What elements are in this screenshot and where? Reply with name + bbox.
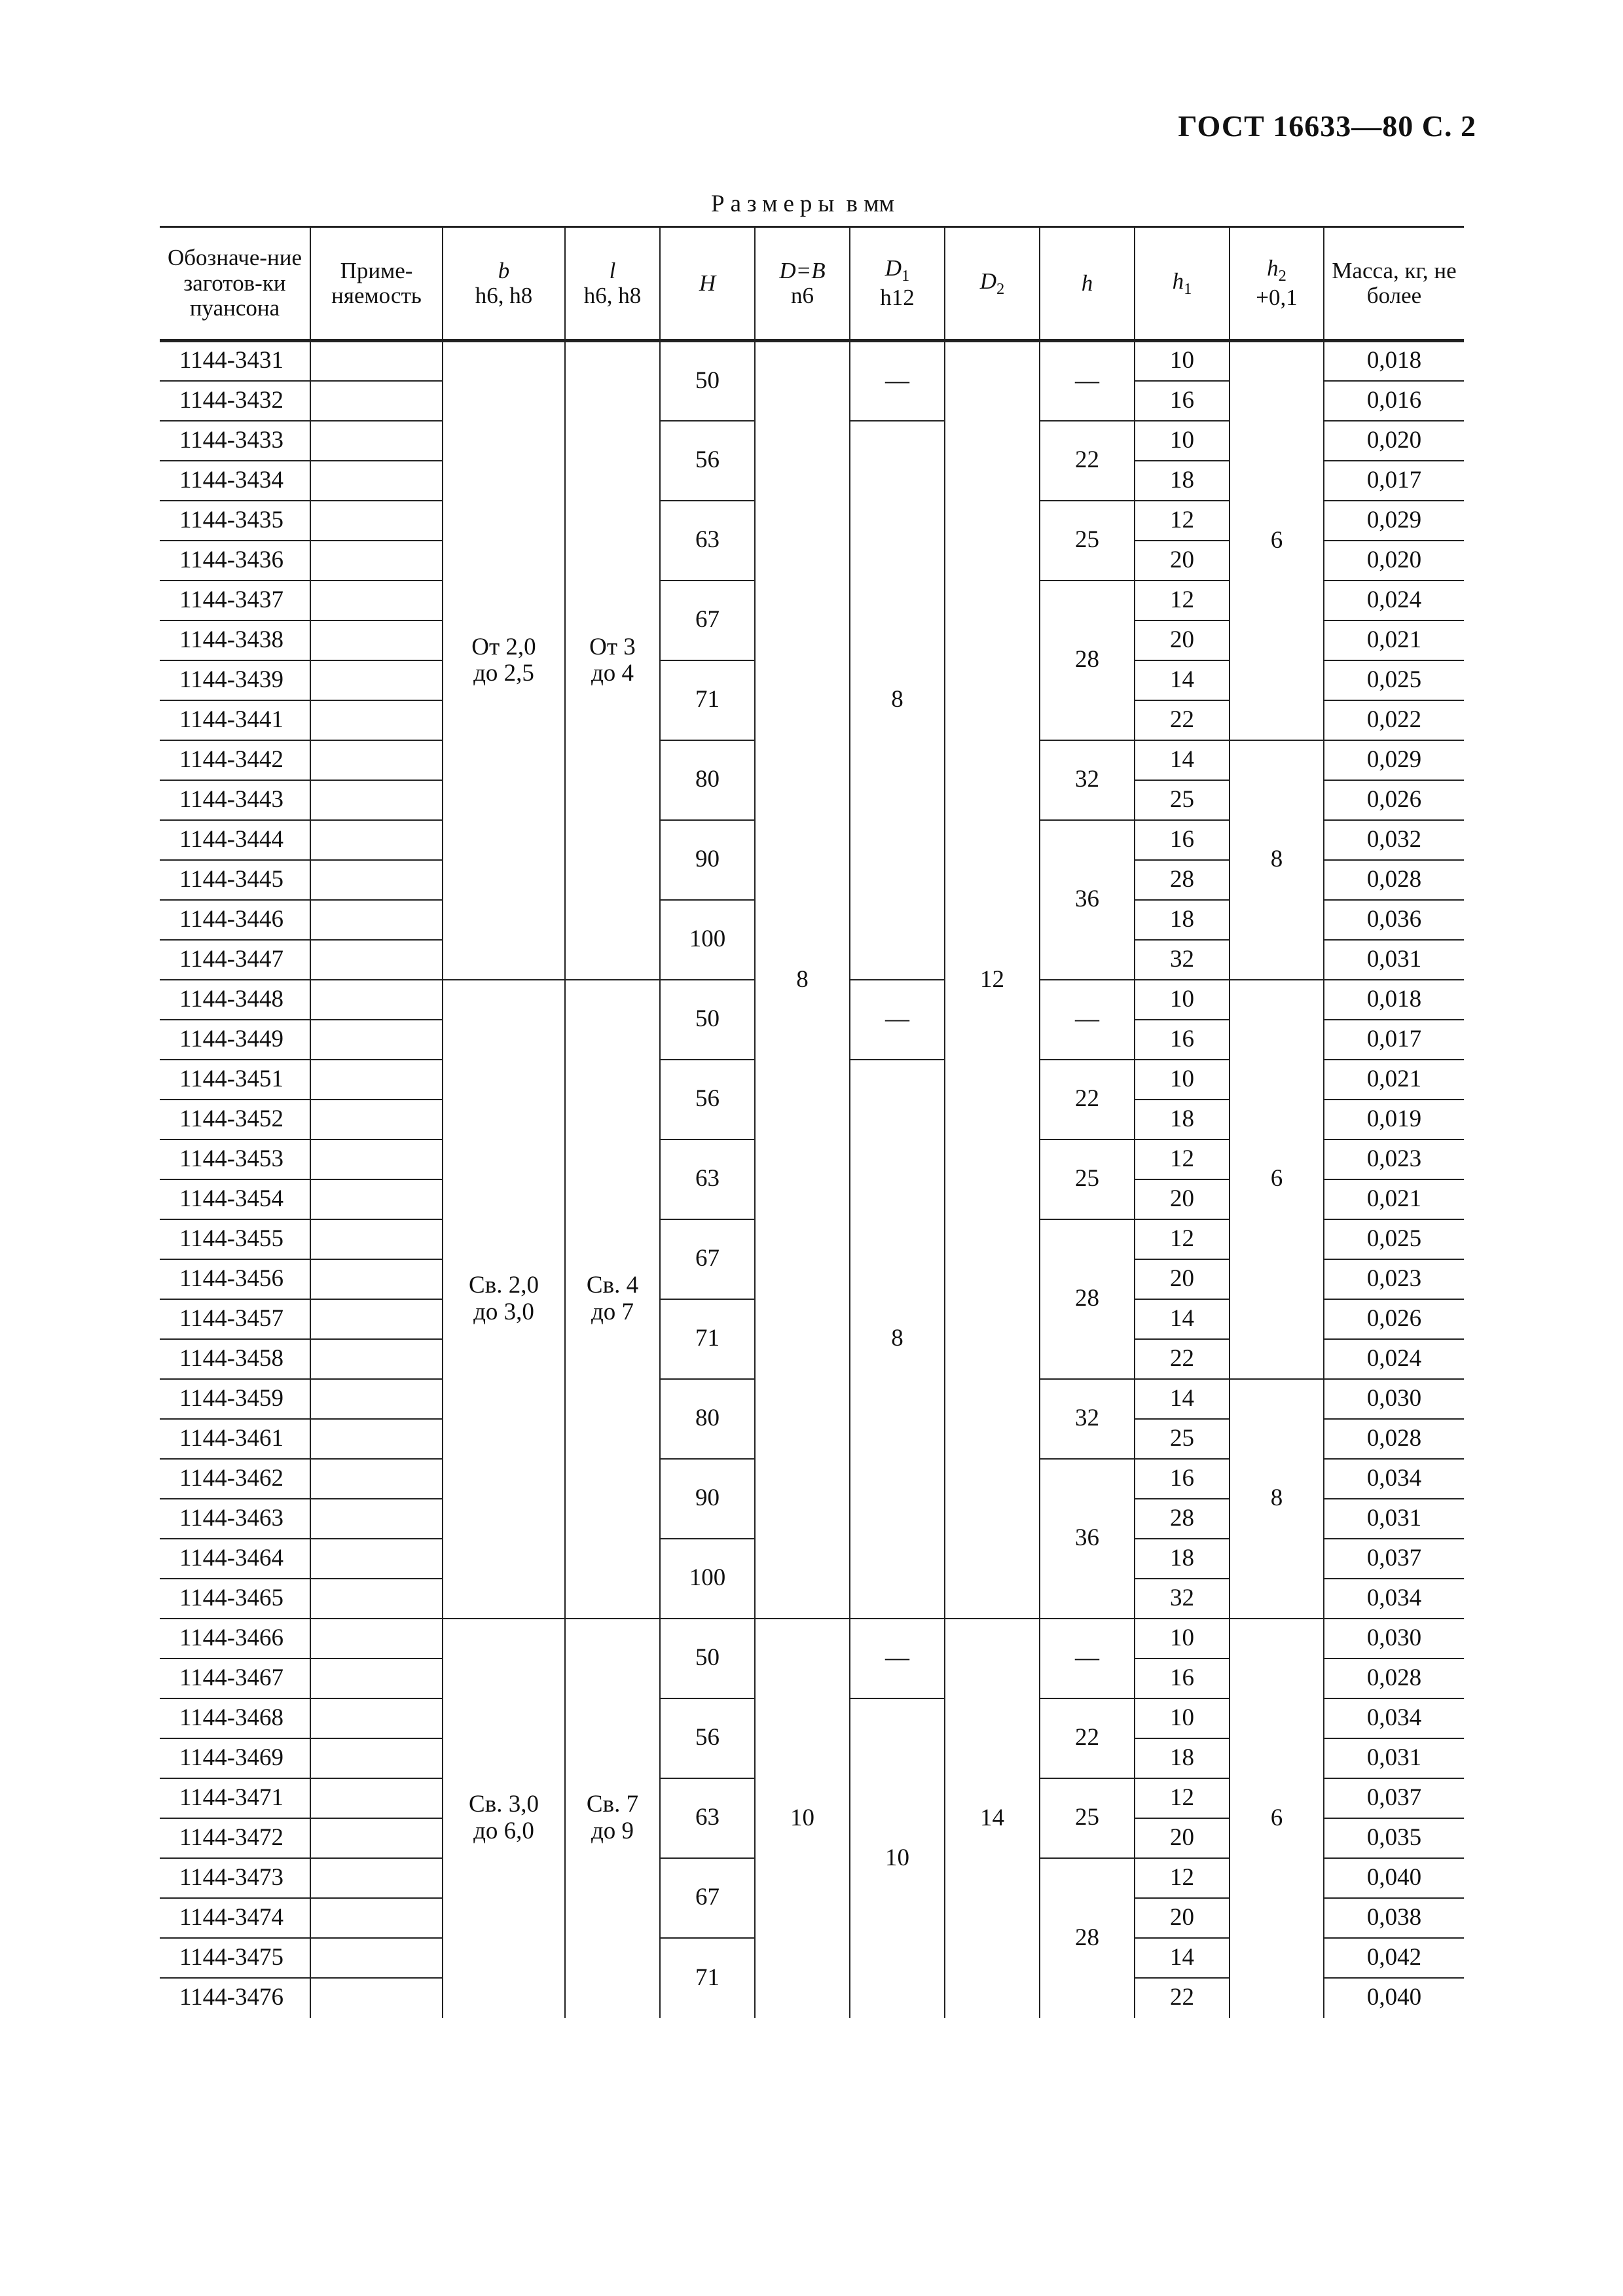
designation-cell: 1144-3442: [160, 740, 310, 780]
designation-cell: 1144-3443: [160, 780, 310, 820]
b-range-line: до 3,0: [473, 1298, 534, 1325]
H-cell: 90: [660, 820, 755, 900]
D1-cell: 8: [850, 421, 945, 980]
applicability-cell: [310, 700, 443, 740]
H-cell: 50: [660, 980, 755, 1060]
applicability-cell: [310, 1339, 443, 1379]
h2-cell: 6: [1230, 980, 1324, 1379]
designation-cell: 1144-3447: [160, 940, 310, 980]
designation-cell: 1144-3437: [160, 581, 310, 620]
h-cell: 28: [1040, 1858, 1135, 2018]
applicability-cell: [310, 1179, 443, 1219]
h1-cell: 10: [1135, 1698, 1230, 1738]
mass-cell: 0,024: [1324, 1339, 1464, 1379]
header-D1: $D_1$ h12: [850, 227, 945, 341]
H-cell: 71: [660, 660, 755, 740]
l-range-line: до 7: [591, 1298, 634, 1325]
H-cell: 50: [660, 1619, 755, 1698]
header-applicability: Приме-няемость: [310, 227, 443, 341]
H-cell: 71: [660, 1938, 755, 2018]
h2-cell: 8: [1230, 740, 1324, 980]
h1-cell: 18: [1135, 1100, 1230, 1139]
applicability-cell: [310, 341, 443, 381]
designation-cell: 1144-3444: [160, 820, 310, 860]
h-cell: —: [1040, 980, 1135, 1060]
h1-cell: 14: [1135, 660, 1230, 700]
b-range-line: до 2,5: [473, 660, 534, 687]
h-cell: 25: [1040, 1139, 1135, 1219]
mass-cell: 0,032: [1324, 820, 1464, 860]
applicability-cell: [310, 1698, 443, 1738]
h1-cell: 25: [1135, 1419, 1230, 1459]
h1-cell: 18: [1135, 900, 1230, 940]
h1-cell: 12: [1135, 581, 1230, 620]
designation-cell: 1144-3465: [160, 1579, 310, 1619]
h2-cell: 6: [1230, 341, 1324, 740]
designation-cell: 1144-3473: [160, 1858, 310, 1898]
designation-cell: 1144-3446: [160, 900, 310, 940]
h1-cell: 14: [1135, 1299, 1230, 1339]
h1-cell: 16: [1135, 1659, 1230, 1698]
applicability-cell: [310, 620, 443, 660]
H-cell: 80: [660, 740, 755, 820]
h-cell: 36: [1040, 820, 1135, 980]
h1-cell: 14: [1135, 1379, 1230, 1419]
designation-cell: 1144-3464: [160, 1539, 310, 1579]
designation-cell: 1144-3463: [160, 1499, 310, 1539]
designation-cell: 1144-3441: [160, 700, 310, 740]
mass-cell: 0,036: [1324, 900, 1464, 940]
header-mass: Масса, кг, не более: [1324, 227, 1464, 341]
b-cell: [443, 341, 565, 980]
mass-cell: 0,024: [1324, 581, 1464, 620]
applicability-cell: [310, 940, 443, 980]
caption-prefix: Размеры: [711, 190, 841, 217]
H-cell: 56: [660, 421, 755, 501]
mass-cell: 0,016: [1324, 381, 1464, 421]
designation-cell: 1144-3451: [160, 1060, 310, 1100]
table-caption: [711, 190, 894, 218]
mass-cell: 0,021: [1324, 620, 1464, 660]
designation-cell: 1144-3449: [160, 1020, 310, 1060]
mass-cell: 0,025: [1324, 660, 1464, 700]
h-cell: 22: [1040, 1060, 1135, 1139]
mass-cell: 0,037: [1324, 1539, 1464, 1579]
applicability-cell: [310, 541, 443, 581]
h-cell: 32: [1040, 1379, 1135, 1459]
h1-cell: 18: [1135, 461, 1230, 501]
h1-cell: 28: [1135, 860, 1230, 900]
H-cell: 67: [660, 581, 755, 660]
mass-cell: 0,028: [1324, 860, 1464, 900]
mass-cell: 0,034: [1324, 1579, 1464, 1619]
mass-cell: 0,023: [1324, 1139, 1464, 1179]
header-h2: $h_2$ +0,1: [1230, 227, 1324, 341]
l-range-line: до 9: [591, 1818, 634, 1844]
h1-cell: 12: [1135, 501, 1230, 541]
mass-cell: 0,034: [1324, 1698, 1464, 1738]
applicability-cell: [310, 1938, 443, 1978]
h1-cell: 12: [1135, 1139, 1230, 1179]
mass-cell: 0,021: [1324, 1060, 1464, 1100]
h1-cell: 18: [1135, 1738, 1230, 1778]
table-header-row: [160, 227, 1464, 341]
applicability-cell: [310, 1100, 443, 1139]
mass-cell: 0,018: [1324, 341, 1464, 381]
H-cell: 100: [660, 1539, 755, 1619]
mass-cell: 0,028: [1324, 1419, 1464, 1459]
h-cell: —: [1040, 341, 1135, 421]
dimensions-table: [160, 226, 1464, 2018]
designation-cell: 1144-3448: [160, 980, 310, 1020]
applicability-cell: [310, 1818, 443, 1858]
applicability-cell: [310, 660, 443, 700]
h1-cell: 25: [1135, 780, 1230, 820]
mass-cell: 0,037: [1324, 1778, 1464, 1818]
mass-cell: 0,031: [1324, 940, 1464, 980]
mass-cell: 0,030: [1324, 1619, 1464, 1659]
h1-cell: 16: [1135, 820, 1230, 860]
H-cell: 63: [660, 1139, 755, 1219]
applicability-cell: [310, 1898, 443, 1938]
mass-cell: 0,040: [1324, 1978, 1464, 2018]
designation-cell: 1144-3467: [160, 1659, 310, 1698]
mass-cell: 0,042: [1324, 1938, 1464, 1978]
h1-cell: 20: [1135, 1179, 1230, 1219]
header-H: H: [660, 227, 755, 341]
designation-cell: 1144-3475: [160, 1938, 310, 1978]
header-designation: Обозначе-ние заготов-ки пуансона: [160, 227, 310, 341]
H-cell: 90: [660, 1459, 755, 1539]
mass-cell: 0,020: [1324, 541, 1464, 581]
h1-cell: 16: [1135, 1459, 1230, 1499]
h1-cell: 12: [1135, 1858, 1230, 1898]
designation-cell: 1144-3454: [160, 1179, 310, 1219]
designation-cell: 1144-3469: [160, 1738, 310, 1778]
header-D-equals-B: D=B n6: [755, 227, 850, 341]
mass-cell: 0,035: [1324, 1818, 1464, 1858]
header-l: l h6, h8: [565, 227, 660, 341]
l-range-line: Св. 7: [586, 1791, 639, 1818]
mass-cell: 0,026: [1324, 780, 1464, 820]
page-header: ГОСТ 16633—80 С. 2: [1178, 109, 1476, 143]
h1-cell: 20: [1135, 1898, 1230, 1938]
h-cell: 36: [1040, 1459, 1135, 1619]
h-cell: 32: [1040, 740, 1135, 820]
designation-cell: 1144-3436: [160, 541, 310, 581]
h1-cell: 16: [1135, 1020, 1230, 1060]
mass-cell: 0,028: [1324, 1659, 1464, 1698]
designation-cell: 1144-3476: [160, 1978, 310, 2018]
mass-cell: 0,020: [1324, 421, 1464, 461]
H-cell: 80: [660, 1379, 755, 1459]
h1-cell: 22: [1135, 1978, 1230, 2018]
applicability-cell: [310, 501, 443, 541]
h-cell: 25: [1040, 1778, 1135, 1858]
applicability-cell: [310, 1459, 443, 1499]
designation-cell: 1144-3472: [160, 1818, 310, 1858]
applicability-cell: [310, 1778, 443, 1818]
mass-cell: 0,038: [1324, 1898, 1464, 1938]
applicability-cell: [310, 1219, 443, 1259]
h-cell: 22: [1040, 421, 1135, 501]
mass-cell: 0,019: [1324, 1100, 1464, 1139]
applicability-cell: [310, 1539, 443, 1579]
h1-cell: 20: [1135, 1818, 1230, 1858]
b-range-line: Св. 3,0: [469, 1791, 539, 1818]
h1-cell: 22: [1135, 700, 1230, 740]
applicability-cell: [310, 1738, 443, 1778]
table-body: [160, 341, 1464, 2018]
l-cell: [565, 341, 660, 980]
designation-cell: 1144-3466: [160, 1619, 310, 1659]
b-range-line: От 2,0: [471, 633, 536, 660]
mass-cell: 0,023: [1324, 1259, 1464, 1299]
header-b: b h6, h8: [443, 227, 565, 341]
mass-cell: 0,022: [1324, 700, 1464, 740]
designation-cell: 1144-3456: [160, 1259, 310, 1299]
h1-cell: 10: [1135, 1060, 1230, 1100]
H-cell: 56: [660, 1698, 755, 1778]
designation-cell: 1144-3455: [160, 1219, 310, 1259]
mass-cell: 0,029: [1324, 501, 1464, 541]
designation-cell: 1144-3438: [160, 620, 310, 660]
mass-cell: 0,031: [1324, 1499, 1464, 1539]
table-row: [160, 341, 1464, 381]
mass-cell: 0,031: [1324, 1738, 1464, 1778]
header-D2: $D_2$: [945, 227, 1040, 341]
h1-cell: 10: [1135, 341, 1230, 381]
l-cell: [565, 1619, 660, 2018]
h1-cell: 22: [1135, 1339, 1230, 1379]
designation-cell: 1144-3461: [160, 1419, 310, 1459]
H-cell: 63: [660, 501, 755, 581]
h2-cell: 8: [1230, 1379, 1324, 1619]
applicability-cell: [310, 900, 443, 940]
applicability-cell: [310, 1299, 443, 1339]
designation-cell: 1144-3459: [160, 1379, 310, 1419]
h1-cell: 12: [1135, 1219, 1230, 1259]
applicability-cell: [310, 1020, 443, 1060]
designation-cell: 1144-3431: [160, 341, 310, 381]
D1-cell: —: [850, 1619, 945, 1698]
H-cell: 100: [660, 900, 755, 980]
applicability-cell: [310, 1619, 443, 1659]
applicability-cell: [310, 1139, 443, 1179]
applicability-cell: [310, 1379, 443, 1419]
h1-cell: 10: [1135, 421, 1230, 461]
mass-cell: 0,034: [1324, 1459, 1464, 1499]
h1-cell: 20: [1135, 541, 1230, 581]
applicability-cell: [310, 780, 443, 820]
applicability-cell: [310, 820, 443, 860]
caption-unit: в мм: [846, 190, 895, 217]
b-cell: [443, 1619, 565, 2018]
H-cell: 67: [660, 1858, 755, 1938]
mass-cell: 0,026: [1324, 1299, 1464, 1339]
H-cell: 71: [660, 1299, 755, 1379]
table-row: [160, 1619, 1464, 1659]
designation-cell: 1144-3435: [160, 501, 310, 541]
b-range-line: до 6,0: [473, 1818, 534, 1844]
applicability-cell: [310, 1060, 443, 1100]
applicability-cell: [310, 461, 443, 501]
designation-cell: 1144-3445: [160, 860, 310, 900]
h-cell: 28: [1040, 581, 1135, 740]
h1-cell: 20: [1135, 620, 1230, 660]
H-cell: 56: [660, 1060, 755, 1139]
h1-cell: 14: [1135, 740, 1230, 780]
designation-cell: 1144-3468: [160, 1698, 310, 1738]
applicability-cell: [310, 1499, 443, 1539]
h-cell: 22: [1040, 1698, 1135, 1778]
applicability-cell: [310, 980, 443, 1020]
designation-cell: 1144-3457: [160, 1299, 310, 1339]
header-h1: $h_1$: [1135, 227, 1230, 341]
designation-cell: 1144-3471: [160, 1778, 310, 1818]
h1-cell: 10: [1135, 980, 1230, 1020]
b-range-line: Св. 2,0: [469, 1271, 539, 1299]
applicability-cell: [310, 381, 443, 421]
h1-cell: 18: [1135, 1539, 1230, 1579]
H-cell: 50: [660, 341, 755, 421]
H-cell: 63: [660, 1778, 755, 1858]
applicability-cell: [310, 860, 443, 900]
l-range-line: От 3: [589, 633, 636, 660]
h1-cell: 16: [1135, 381, 1230, 421]
D2-cell: 14: [945, 1619, 1040, 2018]
mass-cell: 0,030: [1324, 1379, 1464, 1419]
mass-cell: 0,029: [1324, 740, 1464, 780]
l-cell: [565, 980, 660, 1619]
D2-cell: 12: [945, 341, 1040, 1619]
applicability-cell: [310, 1259, 443, 1299]
h1-cell: 20: [1135, 1259, 1230, 1299]
D1-cell: 10: [850, 1698, 945, 2018]
D1-cell: —: [850, 980, 945, 1060]
mass-cell: 0,040: [1324, 1858, 1464, 1898]
mass-cell: 0,021: [1324, 1179, 1464, 1219]
D1-cell: 8: [850, 1060, 945, 1619]
applicability-cell: [310, 1659, 443, 1698]
applicability-cell: [310, 1978, 443, 2018]
l-range-line: до 4: [591, 660, 634, 687]
D1-cell: —: [850, 341, 945, 421]
applicability-cell: [310, 1419, 443, 1459]
DB-cell: 10: [755, 1619, 850, 2018]
applicability-cell: [310, 1858, 443, 1898]
designation-cell: 1144-3434: [160, 461, 310, 501]
h1-cell: 12: [1135, 1778, 1230, 1818]
mass-cell: 0,017: [1324, 1020, 1464, 1060]
h-cell: 25: [1040, 501, 1135, 581]
designation-cell: 1144-3432: [160, 381, 310, 421]
applicability-cell: [310, 740, 443, 780]
mass-cell: 0,025: [1324, 1219, 1464, 1259]
mass-cell: 0,018: [1324, 980, 1464, 1020]
h2-cell: 6: [1230, 1619, 1324, 2018]
h1-cell: 32: [1135, 940, 1230, 980]
designation-cell: 1144-3439: [160, 660, 310, 700]
designation-cell: 1144-3453: [160, 1139, 310, 1179]
b-cell: [443, 980, 565, 1619]
DB-cell: 8: [755, 341, 850, 1619]
l-range-line: Св. 4: [586, 1271, 639, 1299]
h1-cell: 14: [1135, 1938, 1230, 1978]
h-cell: —: [1040, 1619, 1135, 1698]
designation-cell: 1144-3474: [160, 1898, 310, 1938]
mass-cell: 0,017: [1324, 461, 1464, 501]
designation-cell: 1144-3433: [160, 421, 310, 461]
h1-cell: 10: [1135, 1619, 1230, 1659]
H-cell: 67: [660, 1219, 755, 1299]
h1-cell: 28: [1135, 1499, 1230, 1539]
h-cell: 28: [1040, 1219, 1135, 1379]
applicability-cell: [310, 581, 443, 620]
header-h: h: [1040, 227, 1135, 341]
designation-cell: 1144-3452: [160, 1100, 310, 1139]
applicability-cell: [310, 1579, 443, 1619]
designation-cell: 1144-3462: [160, 1459, 310, 1499]
applicability-cell: [310, 421, 443, 461]
designation-cell: 1144-3458: [160, 1339, 310, 1379]
h1-cell: 32: [1135, 1579, 1230, 1619]
